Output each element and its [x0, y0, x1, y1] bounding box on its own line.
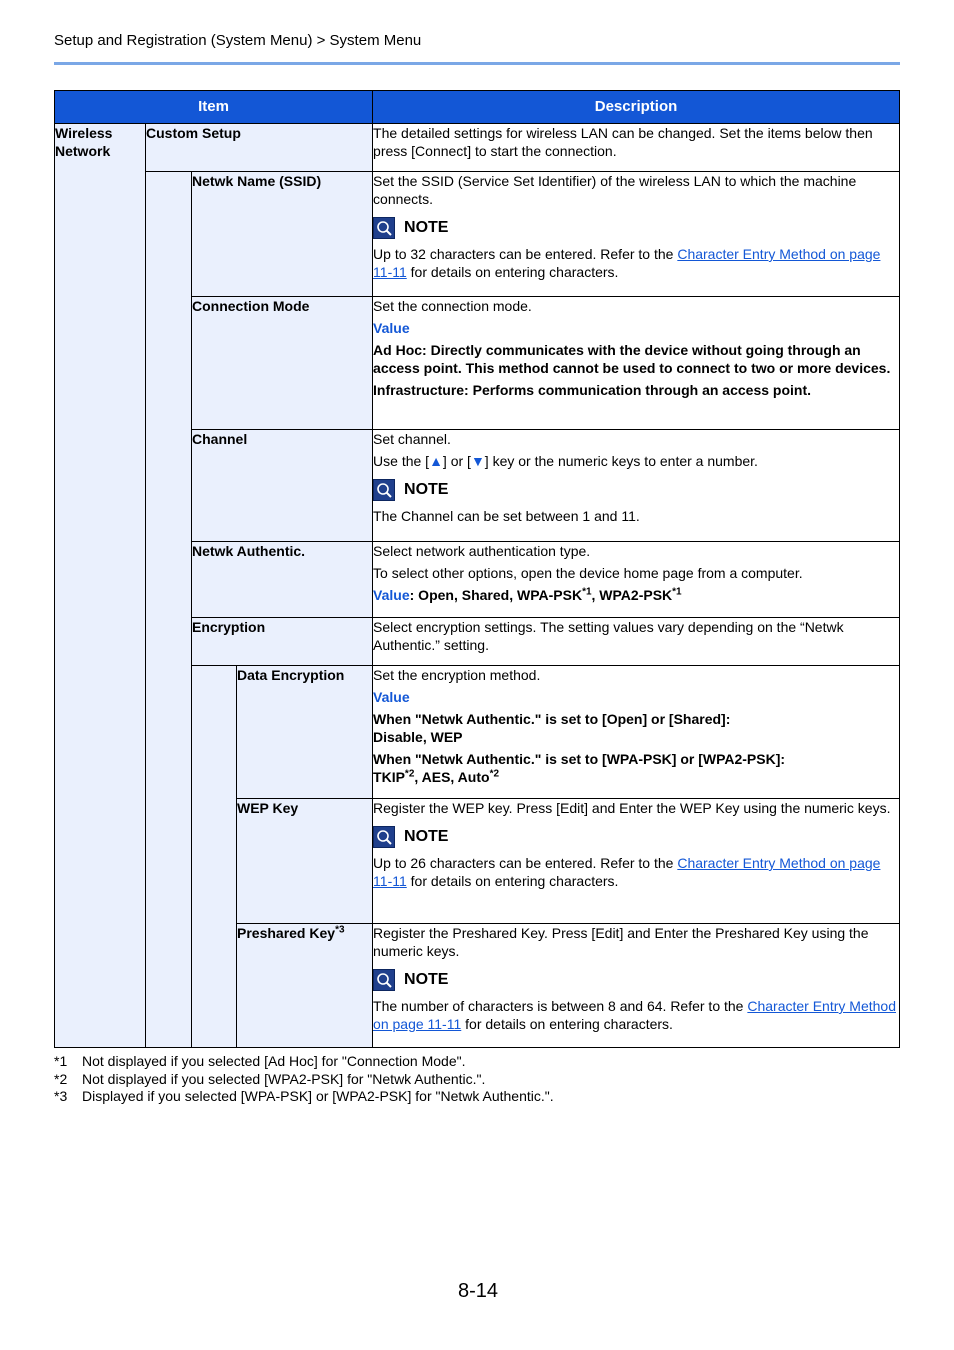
note-text-end: for details on entering characters. — [406, 873, 619, 889]
note-text-start: Up to 26 characters can be entered. Refer to the — [373, 855, 678, 871]
description-text: Register the Preshared Key. Press [Edit] and Enter the Preshared Key using the numeric keys. — [373, 925, 869, 959]
footnote-mark: *2 — [54, 1070, 68, 1087]
text-part: ] key or the numeric keys to enter a number. — [484, 453, 758, 469]
note-text — [373, 245, 899, 281]
description-text: Select network authentication type. — [373, 543, 591, 559]
page-number: 8-14 — [458, 1280, 499, 1302]
data-encryption-description — [373, 666, 900, 799]
wep-key-description — [373, 799, 900, 924]
value-infrastructure: Infrastructure: Performs communication through an access point. — [373, 382, 811, 398]
note-text — [373, 854, 899, 890]
values-text: : Open, Shared, WPA-PSK — [409, 587, 583, 603]
note-header — [373, 826, 899, 848]
note-magnifier-icon — [373, 479, 395, 501]
values-text: , WPA2-PSK — [591, 587, 673, 603]
channel-label: Channel — [192, 430, 373, 542]
values-text: Disable, WEP — [373, 729, 463, 745]
footnote-mark: *1 — [54, 1053, 68, 1069]
value-condition-2 — [373, 750, 899, 786]
description-text: Set channel. — [373, 431, 451, 447]
value-adhoc: Ad Hoc: Directly communicates with the device without going through an access point. This method cannot be used to connect to two or more devices. — [373, 342, 891, 376]
footnote-ref: *1 — [672, 586, 682, 598]
auth-label: Netwk Authentic. — [192, 542, 373, 618]
item-column-header: Item — [55, 91, 373, 124]
table-header-row — [55, 91, 900, 124]
custom-setup-label: Custom Setup — [146, 124, 373, 172]
text-part: Use the [ — [373, 453, 430, 469]
note-label: NOTE — [404, 971, 449, 988]
note-text: The Channel can be set between 1 and 11. — [373, 508, 640, 524]
preshared-key-description — [373, 924, 900, 1048]
description-text-2: To select other options, open the device home page from a computer. — [373, 565, 803, 581]
character-entry-link[interactable]: Character Entry Method on page 11-11 — [373, 855, 881, 889]
description-text: Set the encryption method. — [373, 667, 541, 683]
encryption-label: Encryption — [192, 618, 373, 666]
note-label: NOTE — [404, 828, 449, 845]
footnote — [54, 1071, 554, 1089]
note-label: NOTE — [404, 481, 449, 498]
ssid-description — [373, 172, 900, 297]
note-text-end: for details on entering characters. — [461, 1016, 673, 1032]
encryption-description — [373, 618, 900, 666]
description-text: Select encryption settings. The setting values vary depending on the “Netwk Authentic.” setting. — [373, 619, 844, 653]
footnote-text: Displayed if you selected [WPA-PSK] or [WPA2-PSK] for "Netwk Authentic.". — [82, 1088, 554, 1104]
down-arrow-icon: ▼ — [470, 453, 485, 469]
note-header — [373, 217, 899, 239]
footnote-ref: *2 — [404, 768, 415, 780]
value-label: Value — [373, 587, 410, 603]
description-text: Set the SSID (Service Set Identifier) of the wireless LAN to which the machine connects. — [373, 173, 857, 207]
footnote-ref: *2 — [489, 768, 500, 780]
note-text-start: Up to 32 characters can be entered. Refer to the — [373, 246, 678, 262]
header-rule — [54, 62, 900, 65]
up-arrow-icon: ▲ — [429, 453, 443, 469]
label-text: Preshared Key — [237, 925, 336, 941]
table-row — [55, 124, 900, 172]
text-part: ] or [ — [442, 453, 471, 469]
note-text-end: for details on entering characters. — [406, 264, 619, 280]
values-text: , AES, Auto — [414, 769, 490, 785]
footnote-text: Not displayed if you selected [WPA2-PSK] for "Netwk Authentic.". — [82, 1070, 486, 1087]
value-condition-1 — [373, 710, 899, 746]
table-row — [55, 172, 900, 297]
note-header — [373, 969, 899, 991]
data-encryption-label: Data Encryption — [237, 666, 373, 799]
note-header — [373, 479, 899, 501]
note-magnifier-icon — [373, 217, 395, 239]
connection-mode-description — [373, 297, 900, 430]
character-entry-link[interactable]: Character Entry Method on page 11-11 — [373, 246, 881, 280]
wep-key-label: WEP Key — [237, 799, 373, 924]
footnote-mark: *3 — [54, 1088, 68, 1104]
footnote — [54, 1088, 554, 1106]
condition-text: When "Netwk Authentic." is set to [Open] or [Shared]: — [373, 711, 731, 727]
description-text: The detailed settings for wireless LAN can be changed. Set the items below then press [Connect] to start the connection. — [373, 125, 873, 159]
auth-values — [373, 586, 899, 604]
custom-setup-description — [373, 124, 900, 172]
channel-key-text — [373, 452, 899, 470]
breadcrumb: Setup and Registration (System Menu) > System Menu — [54, 32, 422, 49]
note-magnifier-icon — [373, 969, 395, 991]
description-text: Set the connection mode. — [373, 298, 532, 314]
note-label: NOTE — [404, 219, 449, 236]
auth-description — [373, 542, 900, 618]
values-text: TKIP — [373, 769, 405, 785]
wireless-network-label: Wireless Network — [55, 124, 146, 1048]
description-column-header: Description — [373, 91, 900, 124]
footnote — [54, 1053, 554, 1071]
note-text — [373, 997, 899, 1033]
ssid-label: Netwk Name (SSID) — [192, 172, 373, 297]
settings-table — [54, 90, 900, 1048]
footnote-text: Not displayed if you selected [Ad Hoc] for "Connection Mode". — [82, 1053, 466, 1069]
description-text: Register the WEP key. Press [Edit] and Enter the WEP Key using the numeric keys. — [373, 800, 891, 816]
preshared-key-label — [237, 924, 373, 1048]
connection-mode-label: Connection Mode — [192, 297, 373, 430]
indent-spacer — [192, 666, 237, 1048]
indent-spacer — [146, 172, 192, 1048]
channel-description — [373, 430, 900, 542]
value-label: Value — [373, 689, 410, 705]
note-magnifier-icon — [373, 826, 395, 848]
footnote-ref: *3 — [335, 924, 345, 936]
character-entry-link[interactable]: Character Entry Method on page 11-11 — [373, 998, 896, 1032]
condition-text: When "Netwk Authentic." is set to [WPA-PSK] or [WPA2-PSK]: — [373, 751, 786, 767]
footnote-ref: *1 — [582, 586, 592, 598]
footnotes — [54, 1053, 554, 1106]
value-label: Value — [373, 320, 410, 336]
note-text-start: The number of characters is between 8 and 64. Refer to the — [373, 998, 748, 1014]
